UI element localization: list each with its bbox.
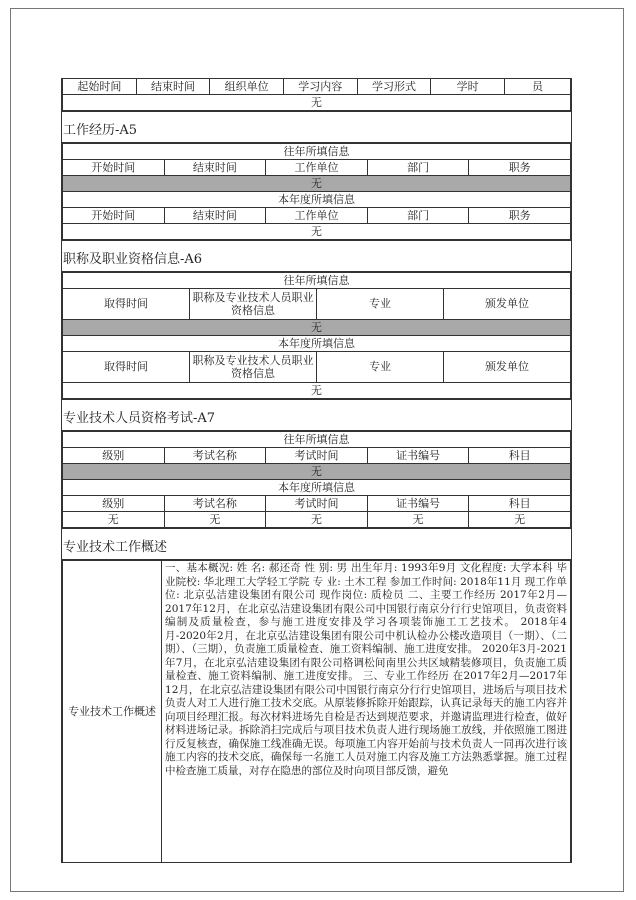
a7-header-level: 级别 <box>63 448 165 464</box>
a5-header-start: 开始时间 <box>63 208 165 224</box>
a7-header-level: 级别 <box>63 496 165 512</box>
a5-header-start: 开始时间 <box>63 160 165 176</box>
a6-past-none: 无 <box>63 320 571 336</box>
a7-value-level: 无 <box>63 512 165 528</box>
a5-section-title: 工作经历-A5 <box>62 111 571 143</box>
study-header-hours: 学时 <box>431 79 505 95</box>
a5-current-label: 本年度所填信息 <box>63 192 571 208</box>
a7-header-subject: 科目 <box>469 496 571 512</box>
study-header-form: 学习形式 <box>357 79 431 95</box>
study-header-extra: 员 <box>504 79 570 95</box>
a7-header-time: 考试时间 <box>266 448 368 464</box>
a6-header-date: 取得时间 <box>63 352 190 383</box>
a7-value-exam: 无 <box>164 512 266 528</box>
a5-header-dept: 部门 <box>367 160 469 176</box>
a6-header-major: 专业 <box>317 289 444 320</box>
a6-header-issuer: 颁发单位 <box>444 352 571 383</box>
a5-past-label: 往年所填信息 <box>63 144 571 160</box>
a5-current-none: 无 <box>63 224 571 240</box>
summary-section-title: 专业技术工作概述 <box>62 528 571 560</box>
a5-table <box>62 143 571 240</box>
a6-header-issuer: 颁发单位 <box>444 289 571 320</box>
a7-header-subject: 科目 <box>469 448 571 464</box>
a7-value-cert: 无 <box>367 512 469 528</box>
a7-past-header-row <box>63 448 571 464</box>
study-none: 无 <box>63 95 571 111</box>
a6-section-title: 职称及职业资格信息-A6 <box>62 240 571 272</box>
a7-past-none: 无 <box>63 464 571 480</box>
study-header-row <box>63 79 571 95</box>
a5-past-header-row <box>63 160 571 176</box>
a7-header-cert: 证书编号 <box>367 448 469 464</box>
a6-current-none: 无 <box>63 383 571 399</box>
a7-section-title: 专业技术人员资格考试-A7 <box>62 399 571 431</box>
a6-current-header-row <box>63 352 571 383</box>
a7-header-time: 考试时间 <box>266 496 368 512</box>
study-header-end: 结束时间 <box>136 79 210 95</box>
a5-header-unit: 工作单位 <box>266 208 368 224</box>
a7-value-time: 无 <box>266 512 368 528</box>
a5-header-title: 职务 <box>469 160 571 176</box>
a5-current-header-row <box>63 208 571 224</box>
a5-header-unit: 工作单位 <box>266 160 368 176</box>
a5-header-end: 结束时间 <box>164 160 266 176</box>
a6-header-qualification: 职称及专业技术人员职业资格信息 <box>190 352 317 383</box>
a7-value-subject: 无 <box>469 512 571 528</box>
a5-header-title: 职务 <box>469 208 571 224</box>
study-header-content: 学习内容 <box>283 79 357 95</box>
study-table <box>62 78 571 111</box>
a7-table <box>62 431 571 528</box>
a7-past-label: 往年所填信息 <box>63 432 571 448</box>
a5-header-end: 结束时间 <box>164 208 266 224</box>
a7-header-exam: 考试名称 <box>164 496 266 512</box>
a6-current-label: 本年度所填信息 <box>63 336 571 352</box>
a6-header-date: 取得时间 <box>63 289 190 320</box>
a5-past-none: 无 <box>63 176 571 192</box>
a6-header-major: 专业 <box>317 352 444 383</box>
a5-header-dept: 部门 <box>367 208 469 224</box>
study-header-org: 组织单位 <box>210 79 284 95</box>
a6-header-qualification: 职称及专业技术人员职业资格信息 <box>190 289 317 320</box>
a6-past-header-row <box>63 289 571 320</box>
summary-label: 专业技术工作概述 <box>63 561 162 863</box>
a7-header-cert: 证书编号 <box>367 496 469 512</box>
a7-current-header-row <box>63 496 571 512</box>
summary-text: 一、基本概况: 姓 名: 郝还奇 性 别: 男 出生年月: 1993年9月 文化程度: 大学本科 毕业院校: 华北理工大学轻工学院 专 业: 土木工程 参加工作时间: 2018年11月 现工作单位: 北京弘洁建设集团有限公司 现作岗位: 质检员 二、主要工作经历 2017年2月—2017年12月，在北京弘洁建设集团有限公司中国银行南京分行行史馆项目，负责资料编制及质量检查，参与施工进度安排及学习各项装饰施工工艺技术。 2018年4月-2020年2月，在北京弘洁建设集团有限公司中机认检办公楼改造项目（一期）、（二期）、（三期），负责施工质量检查、施工资料编制、施工进度安排。 2020年3月-2021年7月，在北京弘洁建设集团有限公司格调松间南里公共区域精装修项目，负责施工质量检查、施工资料编制、施工进度安排。 三、专业工作经历 在2017年2月—2017年12月，在北京弘洁建设集团有限公司中国银行南京分行行史馆项目，进场后与项目技术负责人对工人进行施工技术交底。从原装修拆除开始跟踪，认真记录每天的施工内容并向项目经理汇报。每次材料进场先自检是否达到规范要求，并邀请监理进行检查，做好材料进场记录。拆除消扫完成后与项目技术负责人进行现场施工放线，并依照施工图进行反复核查，确保施工线准确无误。每项施工内容开始前与技术负责人一同再次进行该施工内容的技术交底，确保每一名施工人员对施工内容及施工方法熟悉掌握。施工过程中检查施工质量，对存在隐患的部位及时向项目部反馈，避免 <box>162 561 571 863</box>
study-header-start: 起始时间 <box>63 79 137 95</box>
a6-table <box>62 272 571 399</box>
a7-current-label: 本年度所填信息 <box>63 480 571 496</box>
document-page <box>61 78 572 863</box>
a7-current-value-row <box>63 512 571 528</box>
a7-header-exam: 考试名称 <box>164 448 266 464</box>
a6-past-label: 往年所填信息 <box>63 273 571 289</box>
summary-table <box>62 560 571 863</box>
